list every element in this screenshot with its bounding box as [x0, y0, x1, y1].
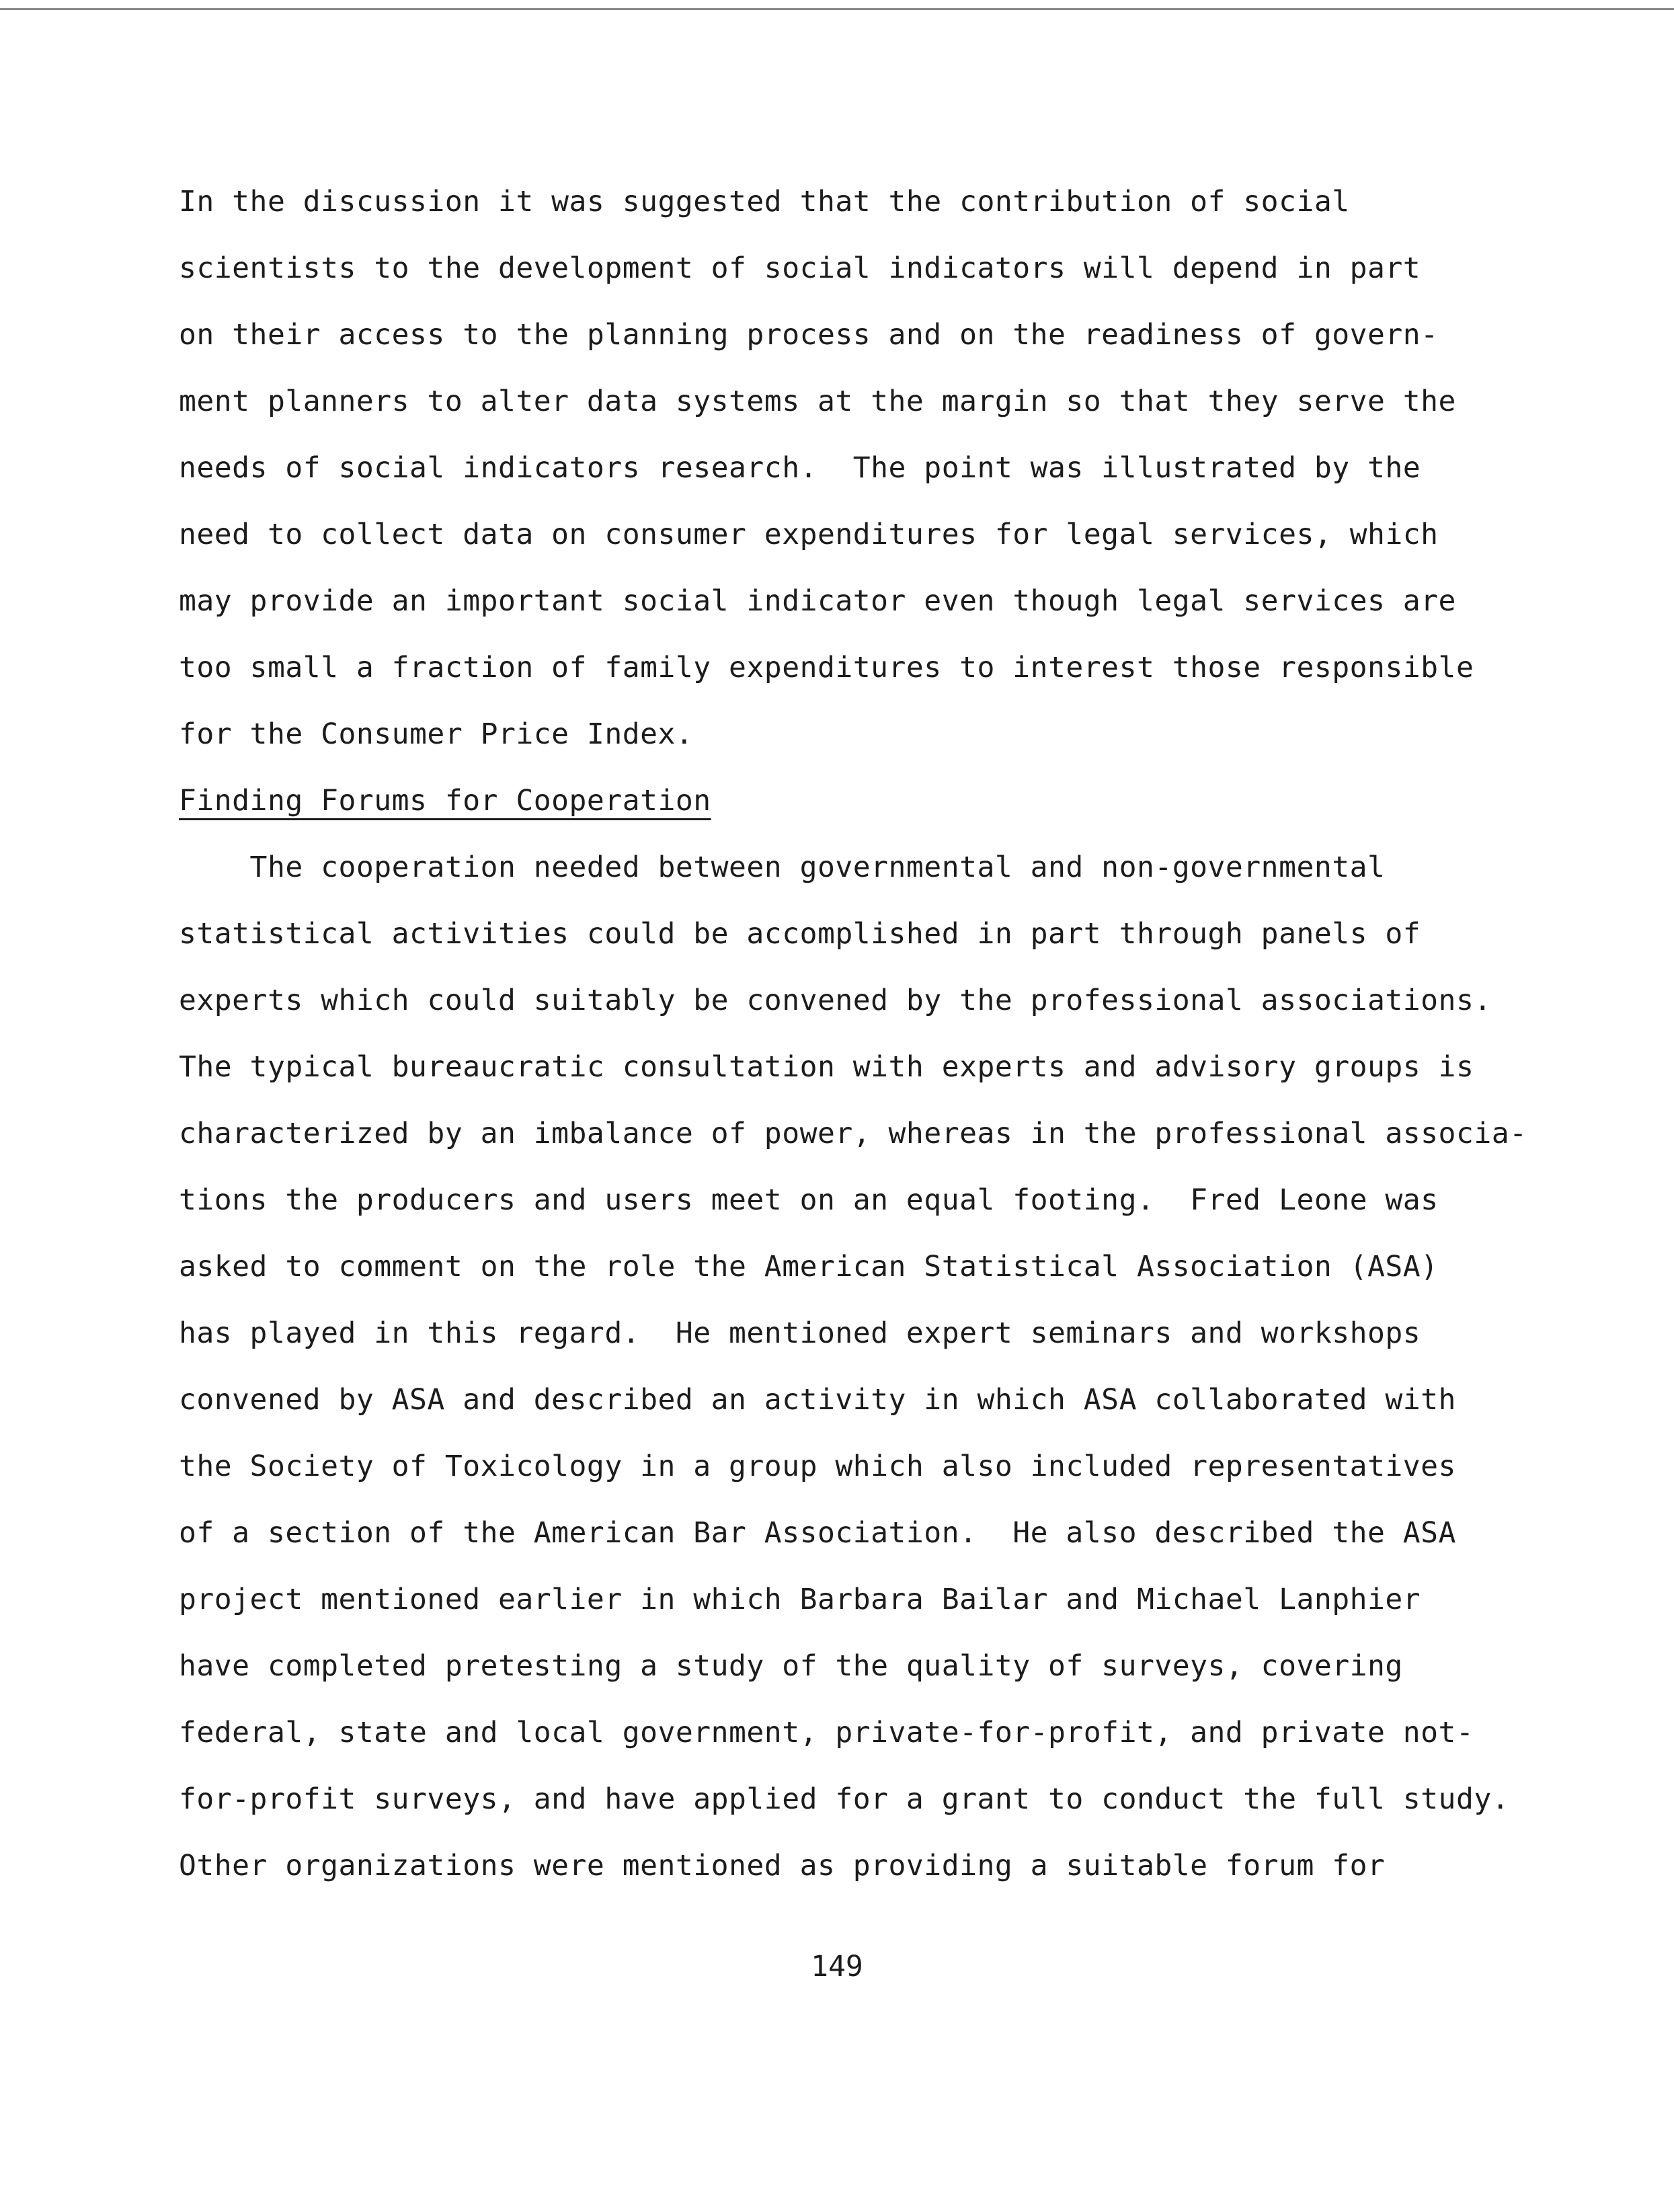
text-line: In the discussion it was suggested that the contribution of social: [179, 185, 1350, 219]
text-line: project mentioned earlier in which Barbara Bailar and Michael Lanphier: [179, 1583, 1421, 1616]
text-line: The cooperation needed between governmental and non-governmental: [179, 851, 1386, 884]
text-line: ment planners to alter data systems at the margin so that they serve the: [179, 385, 1456, 418]
section-heading: [179, 778, 1523, 844]
text-line: federal, state and local government, private-for-profit, and private not-: [179, 1716, 1474, 1749]
page-number: 149: [811, 1950, 863, 1983]
text-line: of a section of the American Bar Association. He also described the ASA: [179, 1516, 1456, 1550]
text-line: The typical bureaucratic consultation with experts and advisory groups is: [179, 1050, 1474, 1084]
text-line: scientists to the development of social indicators will depend in part: [179, 251, 1421, 285]
text-line: for-profit surveys, and have applied for a grant to conduct the full study.: [179, 1782, 1510, 1816]
body-text: [179, 179, 1527, 1909]
section-heading-text: Finding Forums for Cooperation: [179, 784, 711, 818]
text-line: the Society of Toxicology in a group which also included representatives: [179, 1450, 1456, 1483]
text-line: need to collect data on consumer expenditures for legal services, which: [179, 518, 1439, 551]
text-line: has played in this regard. He mentioned expert seminars and workshops: [179, 1316, 1421, 1350]
text-line: characterized by an imbalance of power, whereas in the professional associa-: [179, 1117, 1527, 1150]
text-line: asked to comment on the role the American Statistical Association (ASA): [179, 1250, 1439, 1283]
text-line: needs of social indicators research. The point was illustrated by the: [179, 451, 1421, 485]
text-line: Other organizations were mentioned as providing a suitable forum for: [179, 1849, 1386, 1883]
top-border-rule: [0, 8, 1674, 10]
text-line: experts which could suitably be convened by the professional associations.: [179, 984, 1492, 1017]
text-line: statistical activities could be accomplished in part through panels of: [179, 917, 1421, 951]
text-line: too small a fraction of family expenditures to interest those responsible: [179, 651, 1474, 684]
text-line: convened by ASA and described an activity in which ASA collaborated with: [179, 1383, 1456, 1417]
text-line: have completed pretesting a study of the quality of surveys, covering: [179, 1649, 1403, 1683]
text-line: on their access to the planning process and on the readiness of govern-: [179, 318, 1439, 352]
text-line: for the Consumer Price Index.: [179, 717, 694, 751]
text-line: may provide an important social indicator even though legal services are: [179, 584, 1456, 618]
text-line: tions the producers and users meet on an equal footing. Fred Leone was: [179, 1183, 1439, 1217]
